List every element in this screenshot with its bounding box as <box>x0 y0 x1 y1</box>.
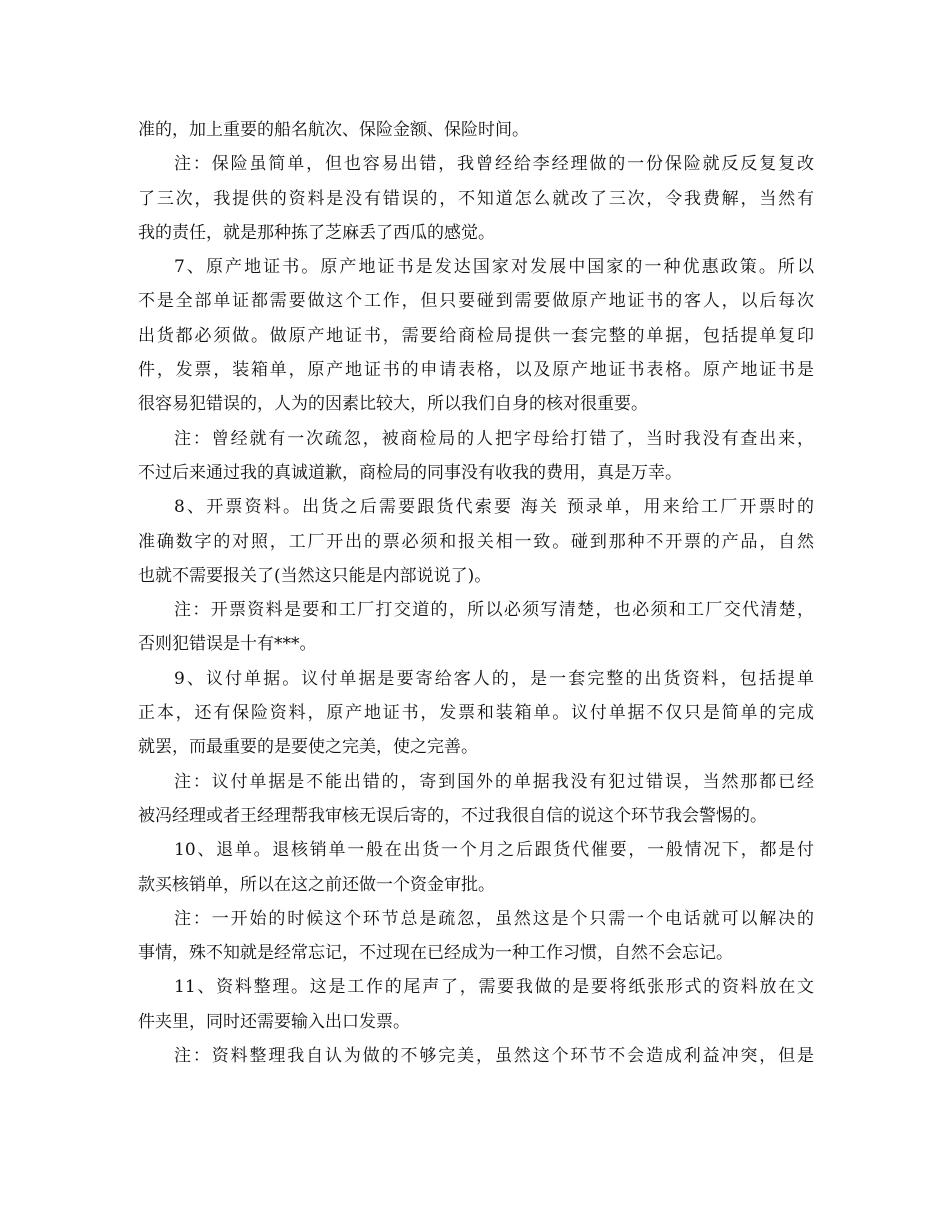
paragraph-filing <box>138 970 814 1039</box>
text-line: 也就不需要报关了(当然这只能是内部说说了)。 <box>138 565 492 586</box>
text-line: 款买核销单，所以在这之前还做一个资金审批。 <box>138 874 495 895</box>
text-line: 件，发票，装箱单，原产地证书的申请表格，以及原产地证书表格。原产地证书是 <box>138 360 814 381</box>
text-line: 7、原产地证书。原产地证书是发达国家对发展中国家的一种优惠政策。所以 <box>174 257 814 278</box>
text-line: 10、退单。退核销单一般在出货一个月之后跟货代催要，一般情况下，都是付 <box>174 840 814 861</box>
text-line: 就罢，而最重要的是要使之完美，使之完善。 <box>138 737 478 758</box>
paragraph-return-note <box>138 902 814 971</box>
text-line: 注：一开始的时候这个环节总是疏忽，虽然这是个只需一个电话就可以解决的 <box>174 908 814 929</box>
paragraph-invoice-data <box>138 490 814 593</box>
text-line: 否则犯错误是十有***。 <box>138 634 317 655</box>
paragraph-certificate-note <box>138 422 814 491</box>
text-line: 注：曾经就有一次疏忽，被商检局的人把字母给打错了，当时我没有查出来， <box>174 428 814 449</box>
paragraph-negotiation-documents <box>138 662 814 765</box>
text-line: 我的责任，就是那种拣了芝麻丢了西瓜的感觉。 <box>138 222 495 243</box>
text-line: 事情，殊不知就是经常忘记，不过现在已经成为一种工作习惯，自然不会忘记。 <box>138 943 733 964</box>
text-line: 了三次，我提供的资料是没有错误的，不知道怎么就改了三次，令我费解，当然有 <box>138 188 814 209</box>
text-line: 注：开票资料是要和工厂打交道的，所以必须写清楚，也必须和工厂交代清楚， <box>174 600 814 621</box>
text-line: 被冯经理或者王经理帮我审核无误后寄的，不过我很自信的说这个环节我会警惕的。 <box>138 805 767 826</box>
text-line: 注：资料整理我自认为做的不够完美，虽然这个环节不会造成利益冲突，但是 <box>174 1046 814 1067</box>
text-line: 9、议付单据。议付单据是要寄给客人的，是一套完整的出货资料，包括提单 <box>174 668 814 689</box>
paragraph-insurance-note <box>138 147 814 250</box>
paragraph-certificate-of-origin <box>138 250 814 421</box>
text-line: 准的，加上重要的船名航次、保险金额、保险时间。 <box>138 120 529 140</box>
text-line: 准确数字的对照，工厂开出的票必须和报关相一致。碰到那种不开票的产品，自然 <box>138 531 814 552</box>
document-body <box>138 113 814 1073</box>
paragraph-negotiation-note <box>138 765 814 834</box>
paragraph-filing-note <box>138 1039 814 1073</box>
text-line: 11、资料整理。这是工作的尾声了，需要我做的是要将纸张形式的资料放在文 <box>174 977 814 998</box>
paragraph-invoice-note <box>138 593 814 662</box>
text-line: 不过后来通过我的真诚道歉，商检局的同事没有收我的费用，真是万幸。 <box>138 462 682 483</box>
text-line: 出货都必须做。做原产地证书，需要给商检局提供一套完整的单据，包括提单复印 <box>138 325 814 346</box>
text-line: 注：保险虽简单，但也容易出错，我曾经给李经理做的一份保险就反反复复改 <box>174 154 814 175</box>
text-line: 注：议付单据是不能出错的，寄到国外的单据我没有犯过错误，当然那都已经 <box>174 771 814 792</box>
paragraph-return-forms <box>138 833 814 902</box>
text-line: 件夹里，同时还需要输入出口发票。 <box>138 1011 410 1032</box>
text-line: 不是全部单证都需要做这个工作，但只要碰到需要做原产地证书的客人，以后每次 <box>138 291 814 312</box>
paragraph-insurance-continued <box>138 113 814 147</box>
text-line: 很容易犯错误的，人为的因素比较大，所以我们自身的核对很重要。 <box>138 394 648 415</box>
text-line: 正本，还有保险资料，原产地证书，发票和装箱单。议付单据不仅只是简单的完成 <box>138 703 814 724</box>
text-line: 8、开票资料。出货之后需要跟货代索要 海关 预录单，用来给工厂开票时的 <box>174 497 814 518</box>
